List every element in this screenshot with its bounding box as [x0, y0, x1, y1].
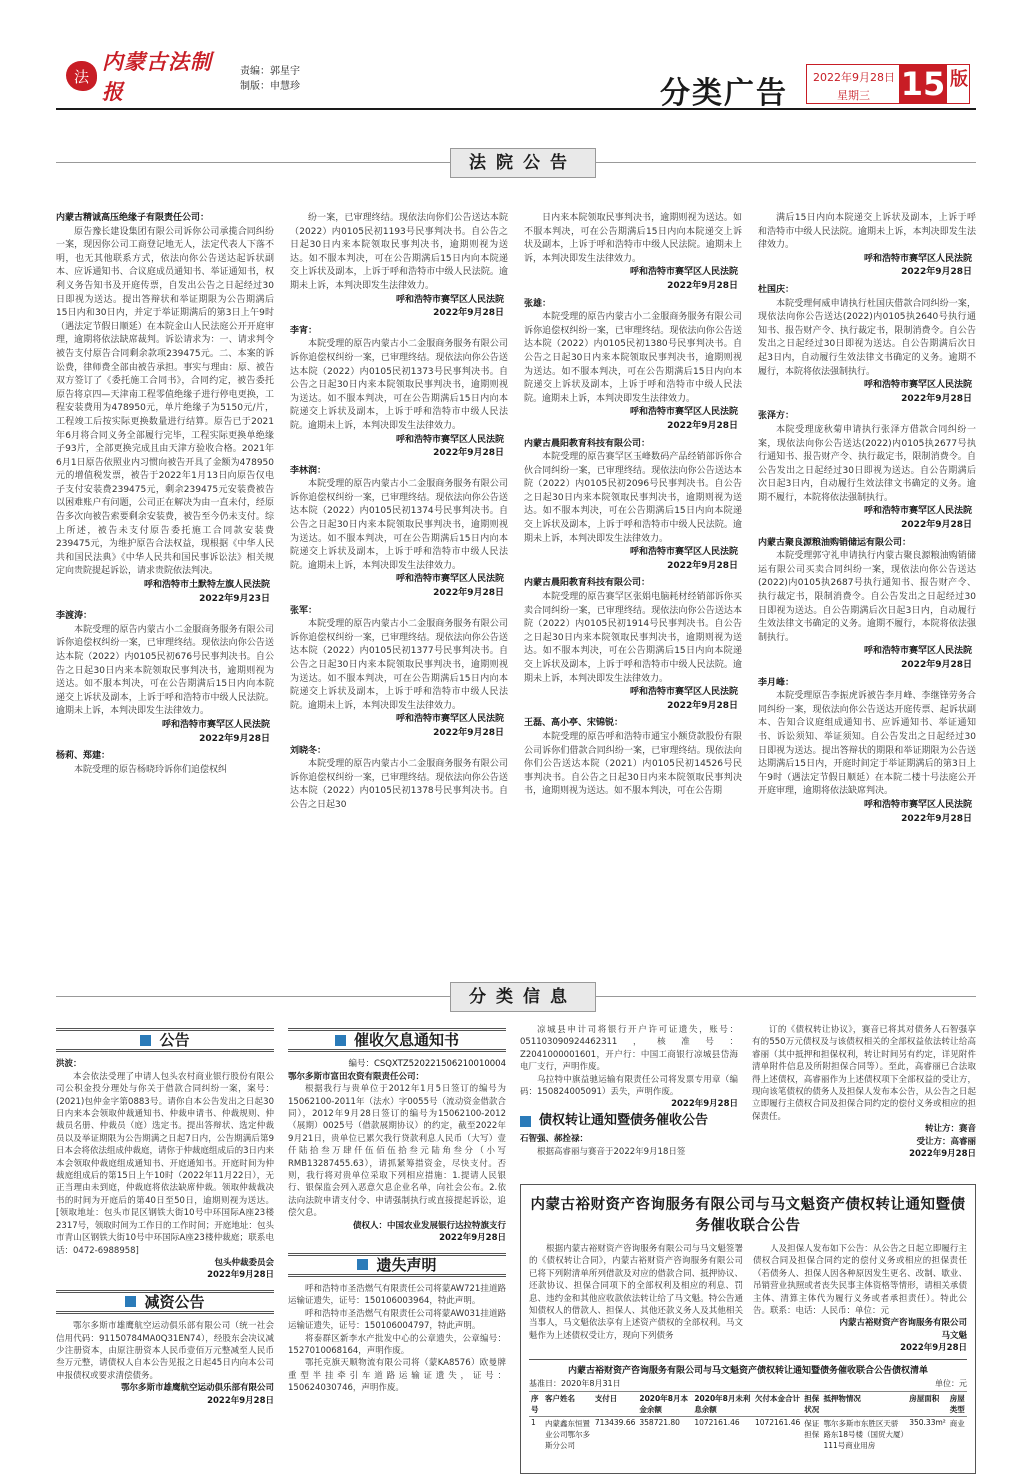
- court-notice: [758, 677, 976, 827]
- announcement-date: 2022年9月28日: [207, 1270, 274, 1281]
- notice-column-2: [290, 212, 508, 952]
- table-cell: 1072161.46: [692, 1416, 753, 1452]
- section-title: 分类广告: [660, 76, 788, 111]
- capital-reduction-body: 鄂尔多斯市雄鹰航空运动俱乐部有限公司（统一社会信用代码：91150784MA0Q31EN74），经股东会决议减少注册资本，由原注册资本人民币壹佰万元整减至人民币叁万元整，请债权人自本公告见报之日起45日内向本公司申报债权或要求清偿债务。: [56, 1321, 274, 1381]
- notice-court: 呼和浩特市赛罕区人民法院: [863, 380, 972, 391]
- joint-date: 2022年9月28日: [900, 1343, 967, 1354]
- notice-body: 日内来本院领取民事判决书，逾期则视为送达。如不服本判决，可在公告期满后15日内向本院递交上诉状及副本，上诉于呼和浩特市中级人民法院。逾期未上诉，本判决即发生法律效力。: [524, 213, 742, 264]
- notice-recipient: 张泽方：: [758, 411, 795, 422]
- notice-recipient: 王磊、高小亭、宋锦锐：: [524, 718, 624, 729]
- table-header-cell: 序号: [529, 1391, 543, 1416]
- collection-signature: 债权人：中国农业发展银行达拉特旗支行: [352, 1220, 506, 1231]
- joint-signature-2: 马文魁: [941, 1330, 967, 1341]
- issue-weekday: 星期三: [837, 89, 870, 102]
- debt-list-table: [529, 1391, 967, 1452]
- lost-item: 鄂托克旗天顺物流有限公司将（蒙KA8576）欧曼牌重型半挂牵引车道路运输证遗失，证号：150624030746，声明作废。: [288, 1358, 506, 1394]
- notice-date: 2022年9月28日: [901, 813, 972, 824]
- account-lost-notice: 凉城县申计司将银行开户许可证遗失，账号：051103090924462311，核准号：Z2041000001601，开户行：中国工商银行凉城县岱海电厂支行，声明作废。: [520, 1025, 738, 1073]
- table-cell: 1: [529, 1416, 543, 1452]
- table-cell: 1072161.46: [753, 1416, 802, 1452]
- table-cell: 鄂尔多斯市东胜区天骄路东18号楼（国贸大厦）111号商业用房: [821, 1416, 907, 1452]
- notice-body: 本院受理何威申请执行杜国庆借款合同纠纷一案，现依法向你公告送达(2022)内0105执2640号执行通知书、报告财产令、执行裁定书，限制消费令。自公告发出之日起经过30日即视为送达。自公告期满后次日起3日内，自动履行生效法律文书确定的义务。逾期不履行，本院将依法强制执行。: [758, 298, 976, 377]
- editor-credits: [240, 64, 300, 94]
- editor-line: 责编：郭星宇: [240, 66, 300, 77]
- notice-court: 呼和浩特市赛罕区人民法院: [863, 506, 972, 517]
- notice-date: 2022年9月28日: [901, 660, 972, 670]
- court-notice: [524, 717, 742, 799]
- notice-date: 2022年9月28日: [433, 448, 504, 459]
- table-header-cell: 客户姓名: [543, 1391, 593, 1416]
- square-icon: [520, 1116, 531, 1127]
- capital-reduction-header: [56, 1290, 274, 1314]
- court-notice: [524, 438, 742, 574]
- notice-recipient: 内蒙古聚良源粮油购销储运有限公司：: [758, 537, 912, 548]
- table-cell: 358721.80: [637, 1416, 692, 1452]
- table-header-cell: 2020年8月未利息余额: [692, 1391, 753, 1416]
- lost-item: 呼和浩特市圣浩燃气有限责任公司将蒙AW031挂道路运输证遗失，证号：150106004797，特此声明。: [288, 1308, 506, 1332]
- notice-date: 2022年9月28日: [901, 267, 972, 278]
- layout-line: 制版：申慧珍: [240, 81, 300, 92]
- notice-column-4: [758, 212, 976, 952]
- table-header-cell: 抵押物情况: [821, 1391, 907, 1416]
- notice-recipient: 李宵：: [290, 325, 318, 336]
- notice-body: 本院受理的原告内蒙古小二金服商务服务有限公司诉你追偿权纠纷一案，已审理终结。现依法向你公告送达本院（2022）内0105民初1380号民事判决书。自公告之日起30日内来本院领取民事判决书，逾期则视为送达。如不服本判决，可在公告期满后15日内向本院递交上诉状及副本，上诉于呼和浩特市中级人民法院。逾期未上诉，本判决即发生法律效力。: [524, 312, 742, 404]
- announcement-signature: 包头仲裁委员会: [214, 1257, 274, 1268]
- table-cell: 713439.66: [593, 1416, 638, 1452]
- notice-court: 呼和浩特市赛罕区人民法院: [629, 407, 738, 418]
- table-header-cell: 担保状况: [802, 1391, 821, 1416]
- notice-date: 2022年9月28日: [433, 588, 504, 599]
- notice-date: 2022年9月28日: [667, 280, 738, 291]
- notice-recipient: 张雄：: [524, 298, 552, 309]
- notice-body: 本院受理的原告赛罕区玉峰数码产品经销部诉你合伙合同纠纷一案，已审理终结。现依法向你公告送达本院（2022）内0105民初2096号民事判决书。自公告之日起30日内来本院领取民事判决书，逾期则视为送达。如不服本判决，可在公告期满后15日内向本院递交上诉状及副本，上诉于呼和浩特市中级人民法院。逾期未上诉，本判决即发生法律效力。: [524, 452, 742, 544]
- notice-recipient: 李月峰：: [758, 677, 795, 688]
- issue-date: 2022年9月28日: [813, 71, 895, 84]
- joint-notice-right: [753, 1243, 967, 1355]
- collection-title: 催收欠息通知书: [353, 1031, 459, 1049]
- announcement-recipient: 洪波：: [56, 1059, 82, 1070]
- notice-court: 呼和浩特市赛罕区人民法院: [863, 646, 972, 657]
- seal-icon: 法: [66, 61, 97, 91]
- newspaper-logo: [66, 49, 230, 104]
- classified-banner-title: 分类信息: [450, 982, 596, 1012]
- notice-body: 满后15日内向本院递交上诉状及副本，上诉于呼和浩特市中级人民法院。逾期未上诉，本判决即发生法律效力。: [758, 213, 976, 251]
- debt-list-meta: [529, 1378, 967, 1389]
- collection-body: 根据我行与贵单位于2012年1月5日签订的编号为15062100-2011年（法水）字0055号（流动资金借款合同），2012年9月28日签订的编号为15062100-2012（展期）0025号（借款展期协议）的约定，截至2022年9月21日，贵单位已累欠我行贷款利息人民币（大写）壹仟陆拾叁万肆仟伍佰伍拾叁元陆角叁分（小写RMB13287455.63），请抓紧筹措资金，尽快支付。否则，我行将对贵单位采取下列相应措施：1.提请人民银行、银保监会列入恶意欠息企业名单，向社会公布。2.依法向法院申请支付令、申请强制执行或直接提起诉讼，追偿欠息。: [288, 1084, 506, 1219]
- notice-court: 呼和浩特市土默特左旗人民法院: [143, 580, 270, 591]
- table-cell: 保证担保: [802, 1416, 821, 1452]
- square-icon: [357, 1259, 368, 1270]
- table-cell: 内蒙鑫东恒置业公司鄂尔多斯分公司: [543, 1416, 593, 1452]
- court-notice: [758, 212, 976, 280]
- table-cell: 350.33m²: [907, 1416, 948, 1452]
- debt-notice-continued: 订的《债权转让协议》，赛音已将其对债务人石智强享有的550万元债权及与该债权相关的全部权益依法转让给高睿丽（其中抵押和担保权利，转让时间另有约定，详见附件清单附件信息及所附担保合同等）。至此，高睿丽已合法取得上述债权，高睿丽作为上述债权项下全部权益的受让方，现向该笔债权的债务人及担保人发布本公告，从公告之日起立即履行主债权合同及担保合同约定的偿付义务或相应的担保责任。: [752, 1025, 976, 1122]
- joint-notice-right-text: 人及担保人发布如下公告：从公告之日起立即履行主债权合同及担保合同约定的偿付义务或相应的担保责任（若债务人、担保人因各种原因发生更名、改制、歇业、吊销营业执照或者丧失民事主体资格等情形，请相关承债主体、清算主体代为履行义务或者承担责任）。特此公告。联系：电话：人民币：单位：元: [753, 1244, 967, 1317]
- notice-recipient: 杨莉、郑建：: [56, 751, 111, 762]
- debt-notice-header: [520, 1112, 738, 1128]
- court-notice: [290, 605, 508, 741]
- notice-court: 呼和浩特市赛罕区人民法院: [395, 294, 504, 305]
- table-header-cell: 2020年8月本金余额: [637, 1391, 692, 1416]
- notice-body: 本院受理的原告呼和浩特市通宝小额贷款股份有限公司诉你们借款合同纠纷一案，已审理终结。现依法向你们公告送达本院（2021）内0105民初14526号民事判决书。自公告之日起30日内来本院领取民事判决书，逾期则视为送达。如不服本判决，可在公告期: [524, 731, 742, 797]
- notice-body: 纷一案，已审理终结。现依法向你们公告送达本院（2022）内0105民初1193号民事判决书。自公告之日起30日内来本院领取民事判决书，逾期则视为送达。如不服本判决，可在公告期满后15日内向本院递交上诉状及副本，上诉于呼和浩特市中级人民法院。逾期未上诉，本判决即发生法律效力。: [290, 213, 508, 291]
- lost-header: [288, 1253, 506, 1277]
- notice-court: 呼和浩特市赛罕区人民法院: [395, 434, 504, 445]
- notice-date: 2022年9月28日: [667, 700, 738, 711]
- notice-court: 呼和浩特市赛罕区人民法院: [629, 267, 738, 278]
- masthead-rule: [56, 108, 976, 110]
- square-icon: [335, 1035, 346, 1046]
- paper-name: 内蒙古法制报: [102, 49, 213, 104]
- transferor: 转让方：赛音: [924, 1124, 976, 1135]
- announcement-body: 本会依法受理了申请人包头农村商业银行股份有限公司公积金投分理处与你关于借款合同纠纷一案，案号：(2021)包仲金字第0883号。请你自本公告发出之日起30日内来本会领取仲裁通知书、仲裁申请书、仲裁规则、仲裁员名册、仲裁员（庭）选定书。提出答辩状、选定仲裁员以及举证期限为公告期满之日起7日内，公告期满后第9日本会将依法组成仲裁庭，请你于仲裁庭组成后的3日内来本会领取仲裁庭组成通知书、开庭通知书。开庭时间为仲裁庭组成后的第15日上午10时（2022年11月22日），无正当理由未到庭，仲裁庭将依法缺席仲裁。领取仲裁裁决书的时间为开庭后的第40日至50日，逾期则视为送达。[领取地址：包头市昆区钢铁大街10号中环国际A座23楼2317号，领取时间为工作日的工作时间；开庭地址：包头市青山区钢铁大街10号中环国际A座23楼仲裁庭；联系电话：0472-6988958]: [56, 1071, 274, 1256]
- court-notice: [290, 212, 508, 321]
- notice-court: 呼和浩特市赛罕区人民法院: [395, 574, 504, 585]
- joint-notice-left-text: 根据内蒙古裕财资产咨询服务有限公司与马文魁签署的《债权转让合同》，内蒙古裕财资产咨询服务有限公司已将下列附清单所列借款及对应的借款合同、抵押协议、还款协议、担保合同项下的全部权利及相应的利息、罚息、违约金和其他应收款依法转让给了马文魁。特公告通知债权人的借款人、担保人、其他还款义务人及其他相关当事人，马文魁依法享有上述资产债权的全部权利。马文魁作为上述债权受让方，现向下列债务: [529, 1244, 743, 1341]
- court-notice: [758, 537, 976, 673]
- notice-body: 本院受理的原告杨晓玲诉你们追偿权纠: [74, 764, 228, 775]
- square-icon: [125, 1296, 136, 1307]
- notice-recipient: 刘晓冬：: [290, 745, 327, 756]
- transferee: 受让方：高睿丽: [916, 1136, 976, 1147]
- notice-date: 2022年9月28日: [667, 560, 738, 571]
- page-unit: 版: [950, 69, 968, 90]
- court-notice: [56, 212, 274, 606]
- court-notice: [524, 212, 742, 294]
- date-box: [806, 64, 970, 104]
- capital-reduction-date: 2022年9月28日: [207, 1395, 274, 1406]
- notice-date: 2022年9月28日: [433, 727, 504, 738]
- seal-lost-notice: 乌拉特中旗益驰运输有限责任公司将发票专用章（编码：150824005091）丢失，声明作废。: [520, 1074, 738, 1098]
- square-icon: [140, 1035, 151, 1046]
- notice-date: 2022年9月28日: [901, 393, 972, 404]
- capital-reduction-title: 减资公告: [144, 1292, 205, 1311]
- table-header-cell: 房屋面积: [907, 1391, 948, 1416]
- notice-recipient: 内蒙古精诚高压绝缘子有限责任公司：: [56, 213, 210, 223]
- notice-recipient: 李渡涛：: [56, 611, 93, 622]
- base-date: 基准日：2020年8月31日: [529, 1378, 621, 1388]
- collection-header: [288, 1028, 506, 1052]
- notice-date: 2022年9月28日: [433, 308, 504, 319]
- notice-recipient: 张军：: [290, 605, 318, 616]
- collection-recipient: 鄂尔多斯市富田农资有限责任公司：: [288, 1071, 425, 1082]
- table-header-cell: 欠付本金合计: [753, 1391, 802, 1416]
- classified-column-2: [288, 1024, 506, 1474]
- table-cell: 商业: [948, 1416, 967, 1452]
- notice-recipient: 内蒙古晨阳教育科技有限公司：: [524, 578, 651, 589]
- joint-notice-box: [520, 1184, 976, 1474]
- classified-column-1: [56, 1024, 274, 1474]
- debt-list-title: 内蒙古裕财资产咨询服务有限公司与马文魁资产债权转让通知暨债务催收联合公告债权清单: [529, 1359, 967, 1376]
- notice-date: 2022年9月28日: [199, 733, 270, 744]
- court-notice: [758, 284, 976, 406]
- masthead: [0, 0, 1024, 112]
- announcement-header: [56, 1028, 274, 1052]
- notice-recipient: 内蒙古晨阳教育科技有限公司：: [524, 438, 651, 449]
- notice-date: 2022年9月23日: [199, 593, 270, 604]
- debt-notice-title: 债权转让通知暨债务催收公告: [539, 1112, 709, 1128]
- notice-body: 原告豫长建设集团有限公司诉你公司承揽合同纠纷一案，现因你公司工商登记地无人，法定代表人下落不明，也无其他联系方式，依法向你公告送达起诉状副本、应诉通知书、合议庭成员通知书、举证通知书，权利义务告知书及开庭传票，自发出公告之日起经过30日即视为送达。提出答辩状和举证期限为公告期满后15日内和30日内，并定于举证期满后的第3日上午9时（遇法定节假日顺延）在本院金山人民法庭公开开庭审理，逾期将依法缺席裁判。诉讼请求为：一、请求判令被告支付原告合同剩余款项239475元。二、本案的诉讼费，律师费全部由被告承担。事实与理由：原、被告双方签订了《委托施工合同书》，合同约定，被告委托原告将京四—天津南工程零值绝缘子进行停电更换，工程安装费用为478950元，单片绝缘子为5150元/片，工程竣工后按实际更换数量进行结算。原告已于2021年6月将合同义务全部履行完毕，工程实际更换单绝缘子93片，全部更换完成且由天津方验收合格。2021年6月1日原告依照业内习惯向被告开具了金额为478950元的增值税发票，被告于2022年1月13日向原告仅电子支付安装费239475元，剩余239475元安装费被告以困难账户有问题，公司正在解决为由一直未付，经原告多次向被告索要剩余安装费，被告至今仍未支付。综上所述，被告未支付原告委托施工合同款安装费239475元，为维护原告合法权益，现根据《中华人民共和国民法典》《中华人民共和国民事诉讼法》相关规定向贵院提起诉讼，请求贵院依法判决。: [56, 226, 274, 577]
- court-notice: [290, 465, 508, 601]
- notice-court: 呼和浩特市赛罕区人民法院: [863, 799, 972, 810]
- table-row: [529, 1416, 967, 1452]
- notice-court: 呼和浩特市赛罕区人民法院: [629, 687, 738, 698]
- notice-body: 本院受理的原告内蒙古小二金服商务服务有限公司诉你追偿权纠纷一案，已审理终结。现依法向你公告送达本院（2022）内0105民初1377号民事判决书。自公告之日起30日内来本院领取民事判决书，逾期则视为送达。如不服本判决，可在公告期满后15日内向本院递交上诉状及副本，上诉于呼和浩特市中级人民法院。逾期未上诉，本判决即发生法律效力。: [290, 619, 508, 711]
- notice-court: 呼和浩特市赛罕区人民法院: [161, 719, 270, 730]
- notice-recipient: 杜国庆：: [758, 284, 795, 295]
- court-notice: [290, 745, 508, 813]
- notice-body: 本院受理的原告内蒙古小二金服商务服务有限公司诉你追偿权纠纷一案，已审理终结。现依法向你公告送达本院（2022）内0105民初1373号民事判决书。自公告之日起30日内来本院领取民事判决书，逾期则视为送达。如不服本判决，可在公告期满后15日内向本院递交上诉状及副本，上诉于呼和浩特市中级人民法院。逾期未上诉，本判决即发生法律效力。: [290, 339, 508, 431]
- court-notice: [524, 298, 742, 434]
- notice-court: 呼和浩特市赛罕区人民法院: [395, 714, 504, 725]
- seal-lost-date: 2022年9月28日: [671, 1099, 738, 1110]
- lost-item: 呼和浩特市圣浩燃气有限责任公司将蒙AW721挂道路运输证遗失，证号：150106003964，特此声明。: [288, 1283, 506, 1307]
- court-notice: [56, 610, 274, 746]
- joint-notice-left: [529, 1243, 743, 1355]
- collection-date: 2022年9月28日: [439, 1233, 506, 1244]
- table-header-row: [529, 1391, 967, 1416]
- capital-reduction-signature: 鄂尔多斯市雄鹰航空运动俱乐部有限公司: [120, 1383, 274, 1394]
- notice-date: 2022年9月28日: [901, 520, 972, 531]
- debt-notice-date: 2022年9月28日: [909, 1149, 976, 1160]
- table-header-cell: 房屋类型: [948, 1391, 967, 1416]
- notice-body: 本院受理的原告内蒙古小二金服商务服务有限公司诉你追偿权纠纷一案，已审理终结。现依法向你公告送达本院（2022）内0105民初1374号民事判决书。自公告之日起30日内来本院领取民事判决书，逾期则视为送达。如不服本判决，可在公告期满后15日内向本院递交上诉状及副本，上诉于呼和浩特市中级人民法院。逾期未上诉，本判决即发生法律效力。: [290, 479, 508, 571]
- announcement-title: 公告: [159, 1031, 190, 1049]
- notice-column-1: [56, 212, 274, 952]
- notice-body: 本院受理的原告赛罕区张娟电脑耗材经销部诉你买卖合同纠纷一案，已审理终结。现依法向你公告送达本院（2022）内0105民初1914号民事判决书。自公告之日起30日内来本院领取民事判决书，逾期则视为送达。如不服本判决，可在公告期满后15日内向本院递交上诉状及副本，上诉于呼和浩特市中级人民法院。逾期未上诉，本判决即发生法律效力。: [524, 592, 742, 684]
- debt-notice-recipient: 石智强、郝拴禄：: [520, 1134, 589, 1145]
- lost-item: 将泰群区新李水产批发中心的公章遗失，公章编号：1527010068164，声明作废。: [288, 1333, 506, 1356]
- notice-court: 呼和浩特市赛罕区人民法院: [629, 547, 738, 558]
- lost-title: 遗失声明: [376, 1255, 437, 1274]
- classified-section: [56, 1024, 976, 1474]
- table-header-cell: 支付日: [593, 1391, 638, 1416]
- notice-body: 本院受理郭守礼申请执行内蒙古聚良源粮油购销储运有限公司买卖合同纠纷一案，现依法向你公告送达(2022)内0105执2687号执行通知书、报告财产令、执行裁定书，限制消费令。自公告发出之日起经过30日即视为送达。自公告期满后次日起3日内，自动履行生效法律文书确定的义务。逾期不履行，本院将依法强制执行。: [758, 551, 976, 643]
- classified-column-4: [752, 1024, 976, 1179]
- joint-signature-1: 内蒙古裕财资产咨询服务有限公司: [839, 1318, 967, 1329]
- notice-body: 本院受理庞秋菊申请执行张泽方借款合同纠纷一案，现依法向你公告送达(2022)内0105执2677号执行通知书、报告财产令、执行裁定书，限制消费令。自公告发出之日起经过30日即视为送达。自公告期满后次日起3日内，自动履行生效法律文书确定的义务。逾期不履行，本院将依法强制执行。: [758, 424, 976, 503]
- joint-notice-title: 内蒙古裕财资产咨询服务有限公司与马文魁资产债权转让通知暨债务催收联合公告: [530, 1197, 966, 1234]
- notice-body: 本院受理的原告内蒙古小二金服商务服务有限公司诉你追偿权纠纷一案，已审理终结。现依法向你公告送达本院（2022）内0105民初1378号民事判决书。自公告之日起30: [290, 759, 508, 810]
- court-notice: [524, 577, 742, 713]
- notice-column-3: [524, 212, 742, 952]
- classified-banner: [56, 982, 976, 1012]
- collection-ref: 编号：CSQXTZ520221506210010004: [348, 1059, 506, 1070]
- joint-notice-body: [529, 1243, 967, 1355]
- court-notice: [758, 410, 976, 532]
- classified-column-3: [520, 1024, 738, 1179]
- notice-body: 本院受理原告李振虎诉被告李月峰、李继锋劳务合同纠纷一案，现依法向你公告送达开庭传票、起诉状副本、告知合议庭组成通知书、应诉通知书、举证通知书、诉讼须知、举证须知。自公告发出之日起经过30日即视为送达。提出答辩状的期限和举证期限为公告送达期满后15日内，开庭时间定于举证期满后的第3日上午9时（遇法定节假日顺延）在本院二楼十号法庭公开开庭审理，逾期将依法缺席判决。: [758, 691, 976, 797]
- court-banner: [56, 148, 976, 178]
- page-number: 15: [900, 65, 946, 103]
- notice-recipient: 李林润：: [290, 465, 327, 476]
- notice-date: 2022年9月28日: [667, 420, 738, 431]
- unit-label: 单位：元: [935, 1378, 967, 1388]
- notice-court: 呼和浩特市赛罕区人民法院: [863, 253, 972, 264]
- court-notice: [290, 325, 508, 461]
- court-notices: [56, 212, 976, 952]
- debt-notice-body: 根据高睿丽与赛音于2022年9月18日签: [537, 1146, 686, 1157]
- court-banner-title: 法院公告: [450, 148, 596, 178]
- notice-body: 本院受理的原告内蒙古小二金服商务服务有限公司诉你追偿权纠纷一案，已审理终结。现依法向你公告送达本院（2022）内0105民初676号民事判决书。自公告之日起30日内来本院领取民事判决书，逾期则视为送达。如不服本判决，可在公告期满后15日内向本院递交上诉状及副本，上诉于呼和浩特市中级人民法院。逾期未上诉，本判决即发生法律效力。: [56, 624, 274, 717]
- court-notice: [56, 750, 274, 777]
